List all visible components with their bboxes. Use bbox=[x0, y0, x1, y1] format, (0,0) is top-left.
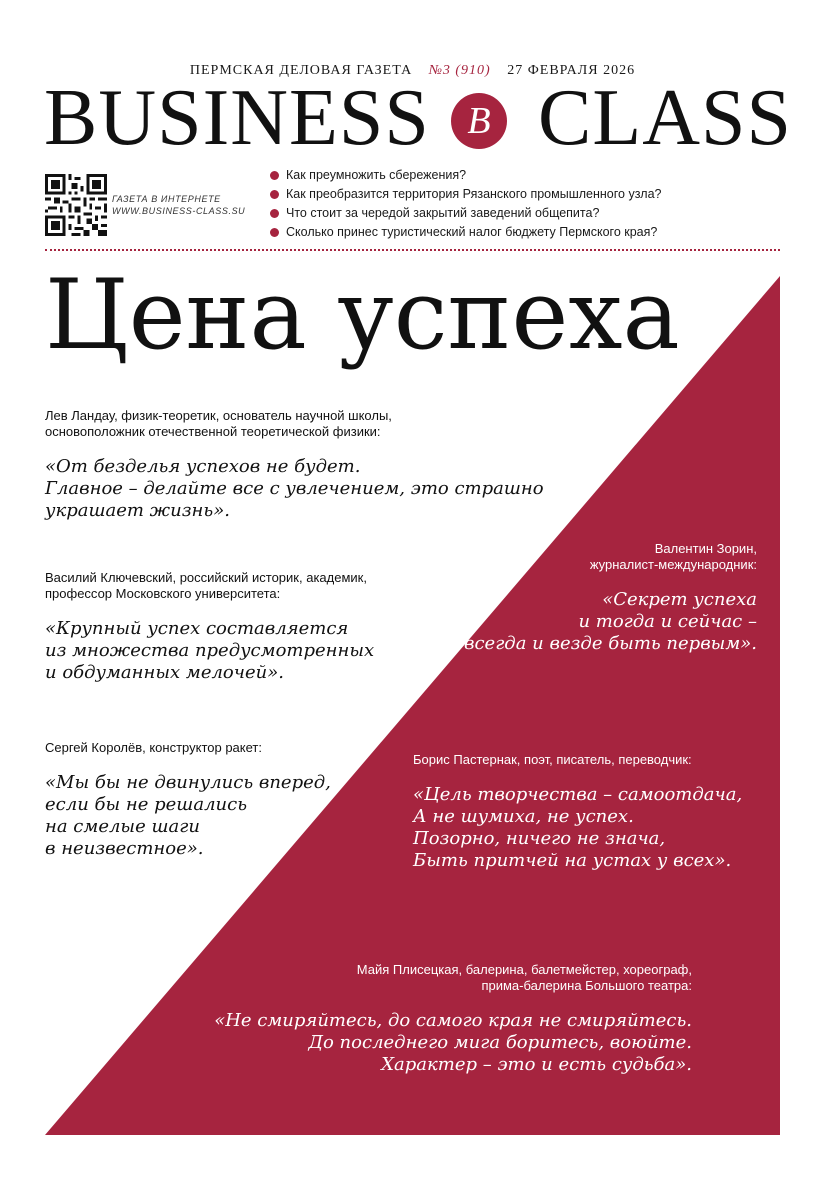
quote-line: и обдуманных мелочей». bbox=[45, 662, 284, 683]
bullet-dot-icon bbox=[270, 171, 279, 180]
author-line: прима-балерина Большого театра: bbox=[481, 978, 692, 993]
quote-korolev bbox=[45, 740, 331, 860]
quote-author bbox=[413, 752, 742, 768]
paper-name: ПЕРМСКАЯ ДЕЛОВАЯ ГАЗЕТА bbox=[189, 63, 413, 78]
quote-line: «Мы бы не двинулись вперед, bbox=[45, 772, 331, 793]
author-line: Борис Пастернак, поэт, писатель, переводчик: bbox=[413, 752, 692, 767]
brand-b-circle-icon: B bbox=[451, 93, 507, 149]
headline-item[interactable] bbox=[270, 166, 661, 185]
quote-line: «Крупный успех составляется bbox=[45, 618, 349, 639]
web-caption bbox=[112, 193, 245, 217]
headline-item[interactable] bbox=[270, 185, 661, 204]
quote-text bbox=[464, 589, 757, 655]
quote-line: украшает жизнь». bbox=[45, 500, 230, 521]
page-title: Цена успеха bbox=[45, 259, 680, 371]
quote-line: в неизвестное». bbox=[45, 838, 204, 859]
quote-line: «Не смиряйтесь, до самого края не смиряйтесь. bbox=[214, 1010, 692, 1031]
bullet-dot-icon bbox=[270, 190, 279, 199]
quote-line: «Цель творчества – самоотдача, bbox=[413, 784, 743, 805]
quote-text bbox=[45, 772, 331, 860]
headline-item[interactable] bbox=[270, 223, 661, 242]
issue-number: №3 (910) bbox=[428, 63, 491, 78]
quote-line: на смелые шаги bbox=[45, 816, 200, 837]
quote-landau bbox=[45, 408, 544, 522]
quote-author bbox=[45, 570, 374, 602]
quote-line: Главное – делайте все с увлечением, это страшно bbox=[45, 478, 544, 499]
quote-line: «От безделья успехов не будет. bbox=[45, 456, 361, 477]
quote-author bbox=[45, 740, 331, 756]
quote-author bbox=[45, 408, 544, 440]
web-url-link[interactable]: WWW.BUSINESS-CLASS.SU bbox=[112, 206, 246, 216]
headline-text: Как преобразится территория Рязанского промышленного узла? bbox=[286, 187, 662, 201]
quote-line: всегда и везде быть первым». bbox=[463, 633, 757, 654]
brand-word-class: CLASS bbox=[538, 74, 792, 162]
author-line: Лев Ландау, физик-теоретик, основатель научной школы, bbox=[45, 408, 392, 423]
quote-line: и тогда и сейчас – bbox=[578, 611, 757, 632]
quote-line: Позорно, ничего не знача, bbox=[413, 828, 666, 849]
headline-text: Что стоит за чередой закрытий заведений общепита? bbox=[286, 206, 600, 220]
author-line: Валентин Зорин, bbox=[654, 541, 757, 556]
quote-text bbox=[413, 784, 742, 872]
headline-text: Сколько принес туристический налог бюджету Пермского края? bbox=[286, 225, 658, 239]
web-caption-label: ГАЗЕТА В ИНТЕРНЕТЕ bbox=[112, 194, 221, 204]
quote-author bbox=[214, 962, 692, 994]
quote-line: Быть притчей на устах у всех». bbox=[413, 850, 732, 871]
quote-text bbox=[45, 456, 544, 522]
headlines-list bbox=[270, 166, 661, 242]
author-line: Василий Ключевский, российский историк, академик, bbox=[45, 570, 367, 585]
headline-text: Как преумножить сбережения? bbox=[286, 168, 467, 182]
quote-klyuchevsky bbox=[45, 570, 374, 684]
quote-line: если бы не решались bbox=[45, 794, 247, 815]
author-line: профессор Московского университета: bbox=[45, 586, 281, 601]
author-line: основоположник отечественной теоретической физики: bbox=[45, 424, 381, 439]
qr-code-icon bbox=[45, 174, 107, 236]
quote-line: из множества предусмотренных bbox=[45, 640, 375, 661]
dotted-divider bbox=[45, 249, 780, 251]
quote-line: «Секрет успеха bbox=[602, 589, 757, 610]
quote-author bbox=[464, 541, 757, 573]
author-line: журналист-международник: bbox=[589, 557, 757, 572]
quote-text bbox=[45, 618, 374, 684]
quote-text bbox=[214, 1010, 692, 1076]
brand-word-business: BUSINESS bbox=[44, 74, 430, 162]
quote-line: Характер – это и есть судьба». bbox=[381, 1054, 692, 1075]
issue-date: 27 ФЕВРАЛЯ 2026 bbox=[507, 63, 636, 78]
headline-item[interactable] bbox=[270, 204, 661, 223]
author-line: Сергей Королёв, конструктор ракет: bbox=[45, 740, 262, 755]
quote-pasternak bbox=[413, 752, 742, 872]
author-line: Майя Плисецкая, балерина, балетмейстер, хореограф, bbox=[356, 962, 692, 977]
bullet-dot-icon bbox=[270, 228, 279, 237]
quote-zorin bbox=[464, 541, 757, 655]
brand-logo bbox=[44, 74, 792, 162]
bullet-dot-icon bbox=[270, 209, 279, 218]
quote-line: До последнего мига боритесь, воюйте. bbox=[308, 1032, 692, 1053]
quote-line: А не шумиха, не успех. bbox=[413, 806, 634, 827]
quote-plisetskaya bbox=[214, 962, 692, 1076]
